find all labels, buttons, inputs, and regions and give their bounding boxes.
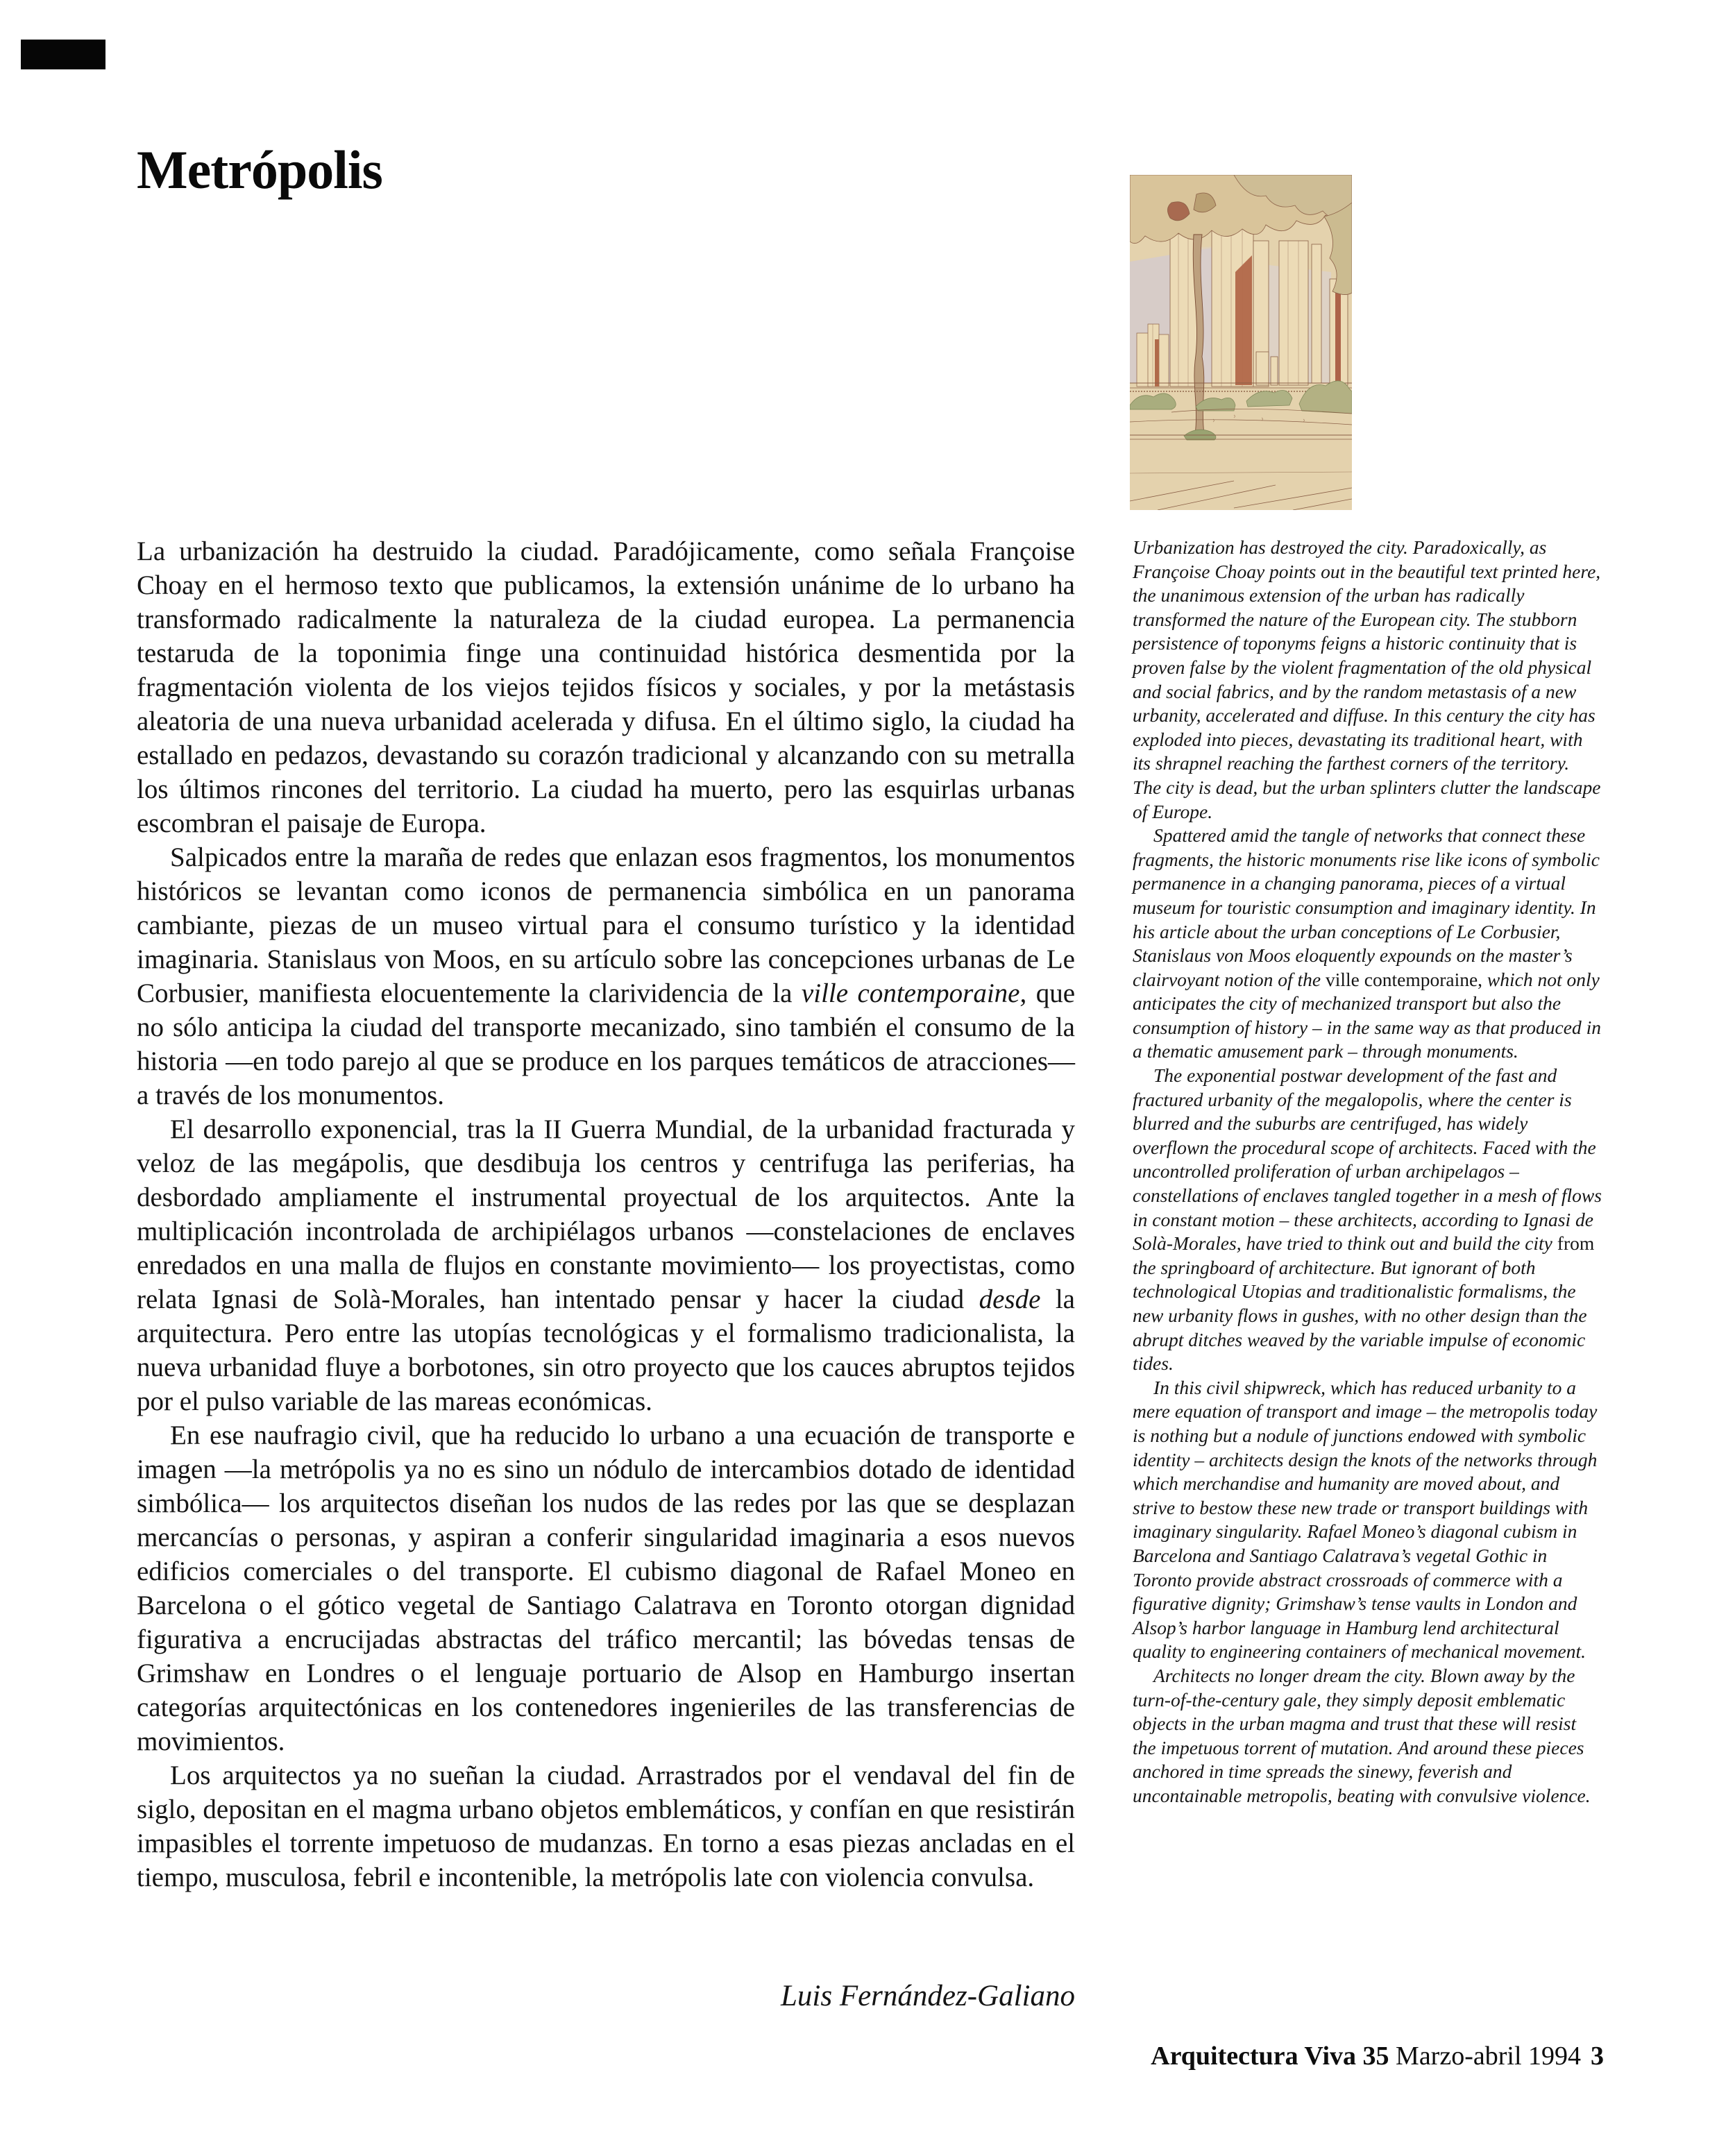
footer-page-number: 3 — [1591, 2042, 1604, 2071]
english-paragraph-segment: the springboard of architecture. But ignorant of both technological Utopias and traditionalistic formalisms, the new urbanity flows in gushes, with no other design than the abrupt ditches weaved by the variable impulse of economic tides. — [1133, 1256, 1587, 1375]
english-paragraph-segment: from — [1557, 1232, 1595, 1255]
english-paragraph — [1133, 1664, 1602, 1808]
english-paragraph-segment: The exponential postwar development of the fast and fractured urbanity of the megalopolis, where the center is blurred and the suburbs are centrifuged, has widely overflown the procedural scope of architects. Faced with the uncontrolled proliferation of urban archipelagos – constellations of enclaves tangled together in a mesh of flows in constant motion – these architects, according to Ignasi de Solà-Morales, have tried to think out and build the city — [1133, 1064, 1602, 1255]
spanish-paragraph-segment: Los arquitectos ya no sueñan la ciudad. Arrastrados por el vendaval del fin de siglo, depositan en el magma urbano objetos emblemáticos, y confían en que resistirán impasibles el torrente impetuoso de mudanzas. En torno a esas piezas ancladas en el tiempo, musculosa, febril e incontenible, la metrópolis late con violencia convulsa. — [137, 1760, 1075, 1892]
author-signature: Luis Fernández-Galiano — [780, 1980, 1075, 2012]
section-marker-bar — [21, 40, 105, 69]
english-paragraph — [1133, 824, 1602, 1064]
spanish-paragraph — [137, 1758, 1075, 1894]
page-footer — [1151, 2041, 1604, 2071]
spanish-paragraph-segment: que no sólo anticipa la ciudad del transporte mecanizado, sino también el consumo de la historia —en todo parejo al que se produce en los parques temáticos de atracciones— a través de los monumentos. — [137, 978, 1075, 1110]
english-paragraph-segment: ville contemporaine, — [1326, 968, 1483, 990]
spanish-paragraph — [137, 534, 1075, 840]
english-paragraph — [1133, 1064, 1602, 1376]
spanish-paragraph-segment: Salpicados entre la maraña de redes que enlazan esos fragmentos, los monumentos históricos se levantan como iconos de permanencia simbólica en un panorama cambiante, piezas de un museo virtual para el consumo turístico y la identidad imaginaria. Stanislaus von Moos, en su artículo sobre las concepciones urbanas de Le Corbusier, manifiesta elocuentemente la clarividencia de la — [137, 842, 1075, 1008]
english-paragraph-segment: Spattered amid the tangle of networks that connect these fragments, the historic monuments rise like icons of symbolic permanence in a changing panorama, pieces of a virtual museum for touristic consumption and imaginary identity. In his article about the urban conceptions of Le Corbusier, Stanislaus von Moos eloquently expounds on the master’s clairvoyant notion of the — [1133, 824, 1600, 990]
english-paragraph-segment: In this civil shipwreck, which has reduced urbanity to a mere equation of transport and image – the metropolis today is nothing but a nodule of junctions endowed with symbolic identity – architects design the knots of the networks through which merchandise and humanity are moved about, and strive to bestow these new trade or transport buildings with imaginary singularity. Rafael Moneo’s diagonal cubism in Barcelona and Santiago Calatrava’s vegetal Gothic in Toronto provide abstract crossroads of commerce with a figurative dignity; Grimshaw’s tense vaults in London and Alsop’s harbor language in Hamburg lend architectural quality to engineering containers of mechanical movement. — [1133, 1376, 1598, 1663]
english-paragraph — [1133, 536, 1602, 824]
footer-journal-title: Arquitectura Viva 35 — [1151, 2042, 1389, 2071]
english-paragraph-segment: which not only anticipates the city of mechanized transport but also the consumption of history – in the same way as that produced in a thematic amusement park – through monuments. — [1133, 968, 1601, 1062]
spanish-paragraph-segment: En ese naufragio civil, que ha reducido lo urbano a una ecuación de transporte e imagen —la metrópolis ya no es sino un nódulo de intercambios dotado de identidad simbólica— los arquitectos diseñan los nudos de las redes por las que se desplazan mercancías o personas, y aspiran a conferir singularidad imaginaria a esos nuevos edificios comerciales o del transporte. El cubismo diagonal de Rafael Moneo en Barcelona o el gótico vegetal de Santiago Calatrava en Toronto otorgan dignidad figurativa a encrucijadas abstractas del tráfico mercantil; las bóvedas tensas de Grimshaw en Londres o el lenguaje portuario de Alsop en Hamburgo insertan categorías arquitectónicas en los contenedores ingenieriles de las transferencias de movimientos. — [137, 1420, 1075, 1756]
english-translation-column — [1133, 536, 1602, 1808]
spanish-paragraph-segment: El desarrollo exponencial, tras la II Guerra Mundial, de la urbanidad fracturada y veloz de las megápolis, que desdibuja los centros y centrifuga las periferias, ha desbordado ampliamente el instrumental proyectual de los arquitectos. Ante la multiplicación incontrolada de archipiélagos urbanos —constelaciones de enclaves enredados en una malla de flujos en constante movimiento— los proyectistas, como relata Ignasi de Solà-Morales, han intentado pensar y hacer la ciudad — [137, 1114, 1075, 1314]
footer-issue-date: Marzo-abril 1994 — [1389, 2042, 1581, 2071]
spanish-article-column — [137, 534, 1075, 1894]
page-title: Metrópolis — [137, 139, 382, 200]
spanish-paragraph-segment: la arquitectura. Pero entre las utopías tecnológicas y el formalismo tradicionalista, la nueva urbanidad fluye a borbotones, sin otro proyecto que los cauces abruptos tejidos por el pulso variable de las mareas económicas. — [137, 1284, 1075, 1416]
spanish-paragraph-segment: desde — [979, 1284, 1041, 1314]
english-paragraph-segment: Architects no longer dream the city. Blown away by the turn-of-the-century gale, they simply deposit emblematic objects in the urban magma and trust that these will resist the impetuous torrent of mutation. And around these pieces anchored in time spreads the sinewy, feverish and uncontainable metropolis, beating with convulsive violence. — [1133, 1664, 1591, 1806]
spanish-paragraph — [137, 1418, 1075, 1758]
spanish-paragraph — [137, 840, 1075, 1112]
ville-contemporaine-illustration — [1130, 175, 1352, 510]
english-paragraph-segment: Urbanization has destroyed the city. Paradoxically, as Françoise Choay points out in the beautiful text printed here, the unanimous extension of the urban has radically transformed the nature of the European city. The stubborn persistence of toponyms feigns a historic continuity that is proven false by the violent fragmentation of the old physical and social fabrics, and by the random metastasis of a new urbanity, accelerated and diffuse. In this century the city has exploded into pieces, devastating its traditional heart, with its shrapnel reaching the farthest corners of the territory. The city is dead, but the urban splinters clutter the landscape of Europe. — [1133, 536, 1601, 822]
spanish-paragraph-segment: ville contemporaine, — [801, 978, 1027, 1008]
spanish-paragraph — [137, 1112, 1075, 1418]
spanish-paragraph-segment: La urbanización ha destruido la ciudad. Paradójicamente, como señala Françoise Choay en el hermoso texto que publicamos, la extensión unánime de lo urbano ha transformado radicalmente la naturaleza de la ciudad europea. La permanencia testaruda de la toponimia finge una continuidad histórica desmentida por la fragmentación violenta de los viejos tejidos físicos y sociales, y por la metástasis aleatoria de una nueva urbanidad acelerada y difusa. En el último siglo, la ciudad ha estallado en pedazos, devastando su corazón tradicional y alcanzando con su metralla los últimos rincones del territorio. La ciudad ha muerto, pero las esquirlas urbanas escombran el paisaje de Europa. — [137, 536, 1075, 838]
english-paragraph — [1133, 1376, 1602, 1664]
